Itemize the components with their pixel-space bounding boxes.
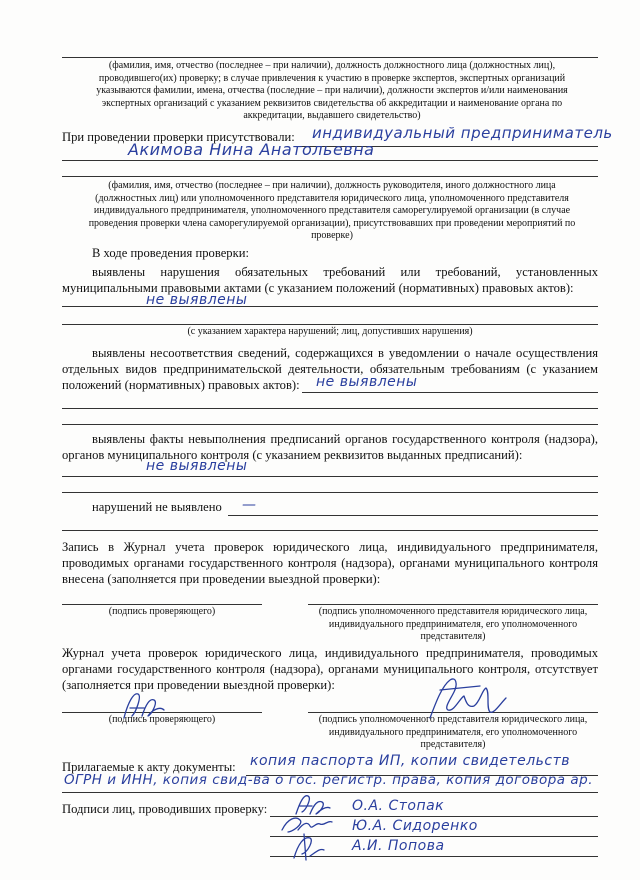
representative-signature-line-1: [308, 604, 598, 605]
present-role-handwritten: индивидуальный предприниматель: [312, 124, 613, 142]
inspector-3-signature-mark: [288, 830, 328, 864]
during-heading: В ходе проведения проверки:: [92, 246, 249, 260]
present-line-2: [62, 160, 598, 161]
present-name-handwritten: Акимова Нина Анатольевна: [128, 140, 375, 159]
no-violations-label: нарушений не выявлено: [92, 500, 222, 514]
nonfulfillment-line-2: [62, 492, 598, 493]
inspectors-line: [62, 57, 598, 58]
inspector-3-name: А.И. Попова: [352, 838, 445, 854]
no-violations-handwritten: —: [242, 497, 257, 513]
no-violations-line-1: [228, 515, 598, 516]
signatures-label: Подписи лиц, проводивших проверку:: [62, 802, 268, 816]
journal-absent-text-2: органами государственного контроля (надзора), органами муниципального контроля, отсутствует: [62, 662, 598, 676]
journal-entry-text-2: проводимых органами государственного контроля (надзора), органами муниципального контроля: [62, 556, 598, 570]
representative-signature-mark: [420, 668, 510, 728]
violations-text-2: муниципальными правовыми актами (с указанием положений (нормативных) правовых актов):: [62, 281, 574, 295]
inconsistencies-line-2: [62, 408, 598, 409]
inconsistencies-handwritten: не выявлены: [316, 374, 418, 390]
journal-entry-text-1: Запись в Журнал учета проверок юридического лица, индивидуального предпринимателя,: [62, 540, 598, 554]
violations-handwritten: не выявлены: [146, 292, 248, 308]
nonfulfillment-line-1: [62, 476, 598, 477]
attached-handwritten-2: ОГРН и ИНН, копия свид-ва о гос. регистр. права, копия договора ар.: [64, 772, 594, 788]
inspector-2-name: Ю.А. Сидоренко: [352, 818, 478, 834]
inspectors-caption: (фамилия, имя, отчество (последнее – при наличии), должность должностного лица (должностных лиц), проводившего(их) проверку; в случае привлечения к участию в проверке экспертов, экспертных организаций указываются фамилии, имена, отчества (последние – при наличии), должности экспертов и/или наименования экспертных организаций с указанием реквизитов свидетельства об аккредитации и наименование органа по аккредитации, выдавшего свидетельство): [96, 60, 568, 122]
violations-caption: (с указанием характера нарушений; лиц, допустивших нарушения): [187, 326, 473, 337]
journal-absent-text-3: (заполняется при проведении выездной проверки):: [62, 678, 335, 692]
inconsistencies-line-1: [302, 392, 598, 393]
present-line-3: [62, 176, 598, 177]
inspector-signature-mark: [118, 688, 168, 724]
inspector-signature-caption-1: (подпись проверяющего): [108, 606, 216, 617]
violations-line-2: [62, 324, 598, 325]
inspector-signature-line-1: [62, 604, 262, 605]
representative-signature-caption-1: (подпись уполномоченного представителя юридического лица, индивидуального предпринимателя, его уполномоченного представителя): [318, 606, 588, 643]
nonfulfillment-handwritten: не выявлены: [146, 458, 248, 474]
journal-absent-text-1: Журнал учета проверок юридического лица, индивидуального предпринимателя, проводимых: [62, 646, 598, 660]
nonfulfillment-text-2: органов муниципального контроля (с указанием реквизитов выданных предписаний):: [62, 448, 523, 462]
inspector-1-name: О.А. Стопак: [352, 798, 445, 814]
representative-signature-caption-2: (подпись уполномоченного представителя юридического лица, индивидуального предпринимателя, его уполномоченного представителя): [318, 714, 588, 751]
present-caption: (фамилия, имя, отчество (последнее – при наличии), должность руководителя, иного должностного лица (должностных лиц) или уполномоченного представителя юридического лица, уполномоченного представителя индивидуального предпринимателя, уполномоченного представителя саморегулируемой организации (в случае проведения проверки члена саморегулируемой организации), присутствовавших при проведении мероприятий по проверке): [88, 180, 576, 242]
inconsistencies-line-3: [62, 424, 598, 425]
inconsistencies-text-1: выявлены несоответствия сведений, содержащихся в уведомлении о начале осуществления: [92, 346, 598, 360]
attached-label: Прилагаемые к акту документы:: [62, 760, 236, 774]
violations-line-1: [62, 306, 598, 307]
inspector-signature-caption-2: (подпись проверяющего): [108, 714, 216, 725]
present-label: При проведении проверки присутствовали:: [62, 130, 295, 144]
journal-entry-text-3: внесена (заполняется при проведении выездной проверки):: [62, 572, 381, 586]
inconsistencies-text-2: отдельных видов предпринимательской деятельности, обязательным требованиям (с указанием: [62, 362, 598, 376]
attached-handwritten-1: копия паспорта ИП, копии свидетельств: [250, 753, 570, 769]
nonfulfillment-text-1: выявлены факты невыполнения предписаний органов государственного контроля (надзора),: [92, 432, 598, 446]
no-violations-line-2: [62, 530, 598, 531]
violations-text-1: выявлены нарушения обязательных требований или требований, установленных: [92, 265, 598, 279]
inconsistencies-text-3: положений (нормативных) правовых актов):: [62, 378, 300, 392]
